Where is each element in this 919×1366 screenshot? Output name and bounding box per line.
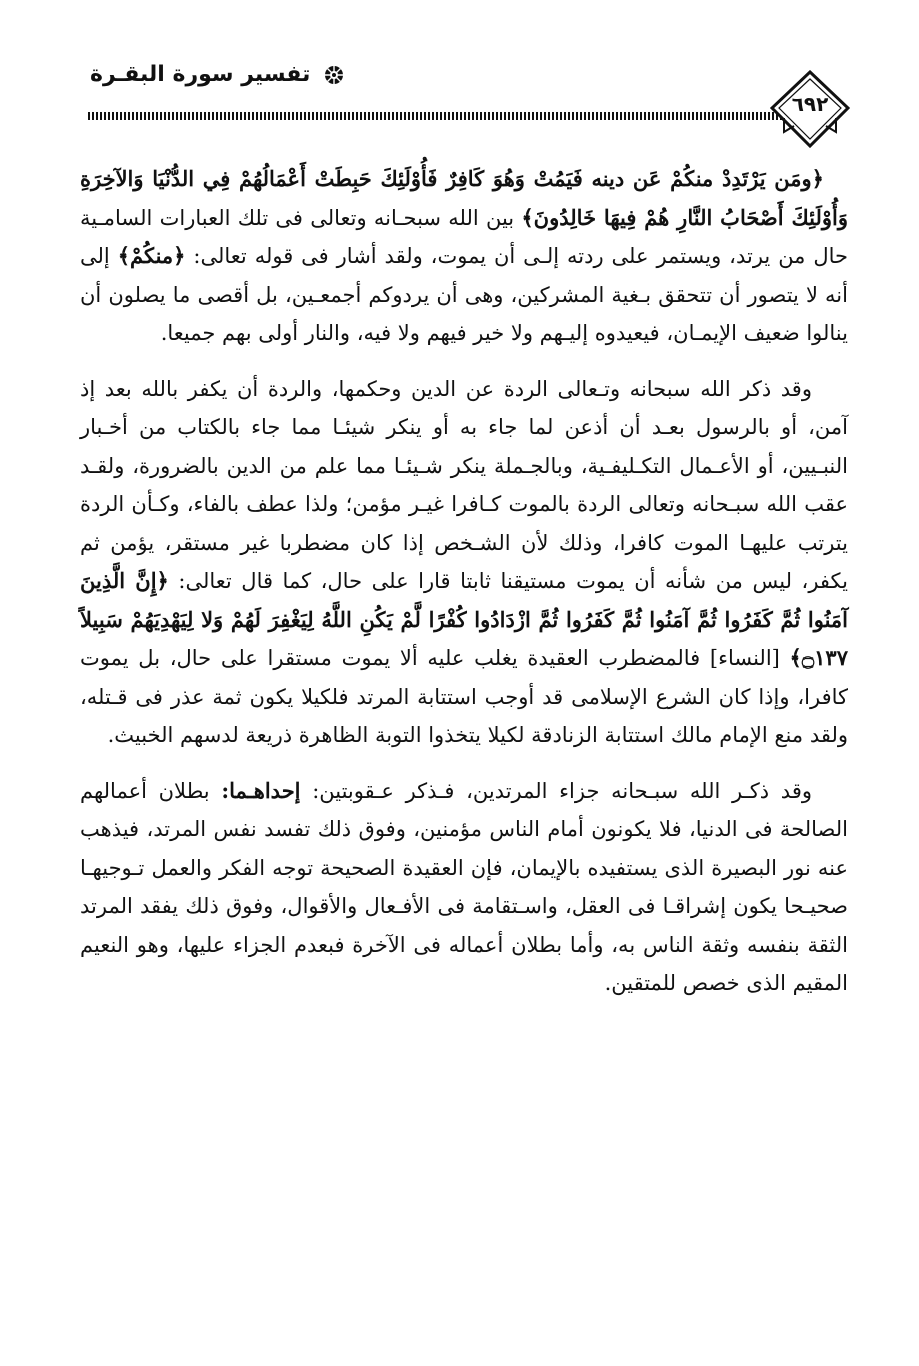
- running-title: [90, 62, 344, 87]
- quran-verse: ﴿ومَن يَرْتَدِدْ منكُمْ عَن دينه فَيَمُتْ وَهُوَ كَافِرٌ فَأُوْلَئِكَ حَبِطَتْ أَعْمَالُهُمْ فِي الدُّنْيَا وَالآخِرَةِ وَأُوْلَئِكَ أَصْحَابُ النَّارِ هُمْ فِيهَا خَالِدُونَ﴾: [80, 166, 848, 230]
- paragraph-1: [80, 160, 848, 353]
- page-number: ٦٩٢: [791, 92, 829, 116]
- paragraph-2: [80, 370, 848, 755]
- quran-verse: ﴿منكُمْ﴾: [117, 243, 186, 268]
- emphasis-term: إحداهـما:: [221, 777, 301, 803]
- paragraph-text: إلى أنه لا يتصور أن تتحقق بـغية المشركين، وهى أن يردوكم أجمعـين، بل أقصى ما يصلون أن ينالوا ضعيف الإيمـان، فيعيدوه إليـهم ولا خير فيهم ولا فيه، والنار أولى بهم جميعا.: [80, 244, 848, 345]
- running-title-text: تفسير سورة البقـرة: [90, 62, 311, 87]
- paragraph-text: بطلان أعمالهم الصالحة فى الدنيا، فلا يكونون أمام الناس مؤمنين، وفوق ذلك تفسد نفس المرتد، فيذهب عنه نور البصيرة الذى يستفيده بالإيمان، فإن العقيدة الصحيحة توجه الفكر والعمل تـوجيهـا صحيـحا يكون إشراقـا فى العقل، واسـتقامة فى الأفـعال والأقوال، وفوق ذلك يفقد المرتد الثقة بنفسه وثقة الناس به، وأما بطلان أعماله فى الآخرة فبعدم الجزاء عليها، وهو النعيم المقيم الذى خصص للمتقين.: [80, 778, 848, 995]
- body-text: [80, 160, 848, 1020]
- paragraph-text: [النساء] فالمضطرب العقيدة يغلب عليه ألا يموت مستقرا على حال، بل يموت كافرا، وإذا كان الشرع الإسلامى قد أوجب استتابة المرتد فلكيلا يكون ثمة عذر فى قـتله، ولقد منع الإمام مالك استتابة الزنادقة لكيلا يتخذوا التوبة الظاهرة ذريعة لدسهم الخبيث.: [80, 646, 848, 747]
- paragraph-text: وقد ذكر الله سبحانه وتـعالى الردة عن الدين وحكمها، والردة أن يكفر بالله بعد إذ آمن، أو بالرسول بعـد أن أذعن لما جاء به أو ينكر شيئـا مما جاء بالكتاب من أخـبار النبـيين، أو الأعـمال التكـليفـية، وبالجـملة ينكر شـيئـا مما علم من الدين بالضرورة، ولقـد عقب الله سبـحانه وتعالى الردة بالموت كـافرا غيـر مؤمن؛ ولذا عطف بالفاء، وكـأن الردة يترتب عليهـا الموت كافرا، وذلك لأن الشـخص إذا كان مضطربا غير مستقر، يؤمن ثم يكفر، ليس من شأنه أن يموت مستيقنا ثابتا قارا على حال، كما قال تعالى:: [80, 376, 848, 593]
- paragraph-text: بين الله سبحـانه وتعالى فى تلك العبارات السامـية حال من يرتد، ويستمر على ردته إلـى أن يموت، ولقد أشار فى قوله تعالى:: [80, 205, 849, 268]
- paragraph-text: وقد ذكـر الله سبـحانه جزاء المرتدين، فـذكر عـقوبتين:: [300, 778, 812, 803]
- quran-verse: ﴿إِنَّ الَّذِينَ آمَنُوا ثُمَّ كَفَرُوا ثُمَّ آمَنُوا ثُمَّ كَفَرُوا ثُمَّ ازْدَادُوا كُفْرًا لَّمْ يَكُنِ اللَّهُ لِيَغْفِرَ لَهُمْ وَلا لِيَهْدِيَهُمْ سَبِيلاً ۝١٣٧﴾: [80, 568, 849, 670]
- paragraph-3: [80, 772, 848, 1003]
- page-number-badge: [770, 70, 850, 148]
- rosette-ornament-icon: [324, 65, 344, 85]
- page-header: [80, 58, 850, 148]
- header-rule: [88, 112, 788, 120]
